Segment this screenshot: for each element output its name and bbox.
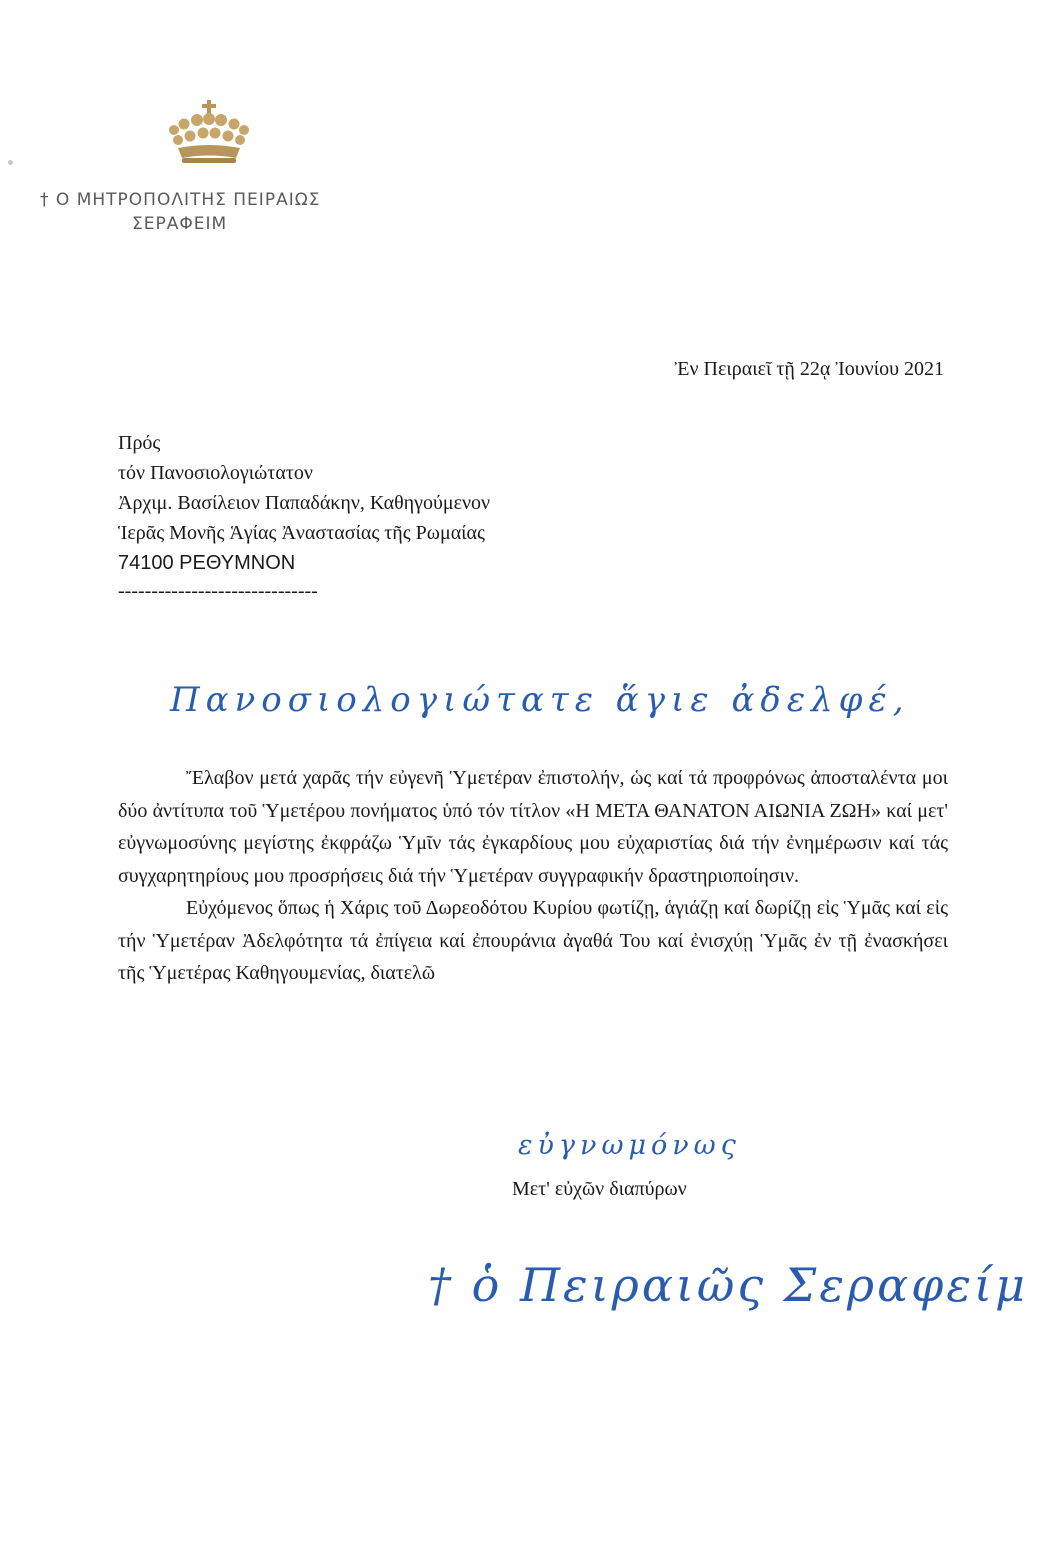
letterhead [40, 188, 320, 236]
letter-body [118, 762, 948, 990]
letterhead-name: ΣΕΡΑΦΕΙΜ [132, 214, 228, 234]
address-line: Ἱερᾶς Μονῆς Ἁγίας Ἀναστασίας τῆς Ρωμαίας [118, 522, 485, 544]
recipient-address [118, 428, 490, 604]
letter-date: Ἐν Πειραιεῖ τῇ 22ᾳ Ἰουνίου 2021 [674, 358, 944, 380]
signature [428, 1240, 1028, 1390]
signature-text: † ὁ Πειραιῶς Σεραφείμ [428, 1258, 1028, 1312]
address-line: τόν Πανοσιολογιώτατον [118, 462, 313, 484]
address-line: Πρός [118, 432, 161, 454]
address-line: Ἀρχιμ. Βασίλειον Παπαδάκην, Καθηγούμενον [118, 492, 491, 514]
paper-speck [8, 160, 13, 165]
address-rule: ------------------------------ [118, 580, 318, 602]
crown-cross-icon [164, 100, 254, 170]
printed-closing: Μετ' εὐχῶν διαπύρων [512, 1178, 687, 1200]
body-paragraph: Εὐχόμενος ὅπως ἡ Χάρις τοῦ Δωρεοδότου Κυρίου φωτίζῃ, ἁγιάζῃ καί δωρίζῃ εἰς Ὑμᾶς καί εἰς τήν Ὑμετέραν Ἀδελφότητα τά ἐπίγεια καί ἐπουράνια ἀγαθά Του καί ἐνισχύῃ Ὑμᾶς ἐν τῇ ἐνασκήσει τῆς Ὑμετέρας Καθηγουμενίας, διατελῶ [118, 897, 948, 984]
handwritten-closing: εὐγνωμόνως [518, 1130, 741, 1161]
letterhead-title: † Ο ΜΗΤΡΟΠΟΛΙΤΗΣ ΠΕΙΡΑΙΩΣ [40, 190, 321, 210]
handwritten-salutation: Πανοσιολογιώτατε ἅγιε ἀδελφέ, [170, 680, 910, 720]
address-city: 74100 ΡΕΘΥΜΝΟΝ [118, 552, 296, 574]
body-paragraph: Ἔλαβον μετά χαρᾶς τήν εὐγενῆ Ὑμετέραν ἐπιστολήν, ὡς καί τά προφρόνως ἀποσταλέντα μοι δύο ἀντίτυπα τοῦ Ὑμετέρου πονήματος ὑπό τόν τίτλον «Η ΜΕΤΑ ΘΑΝΑΤΟΝ ΑΙΩΝΙΑ ΖΩΗ» καί μετ' εὐγνωμοσύνης μεγίστης ἐκφράζω Ὑμῖν τάς ἐγκαρδίους μου εὐχαριστίας διά τήν ἐνημέρωσιν καί τάς συγχαρητηρίους μου προσρήσεις διά τήν Ὑμετέραν συγγραφικήν δραστηριοποίησιν. [118, 767, 948, 887]
